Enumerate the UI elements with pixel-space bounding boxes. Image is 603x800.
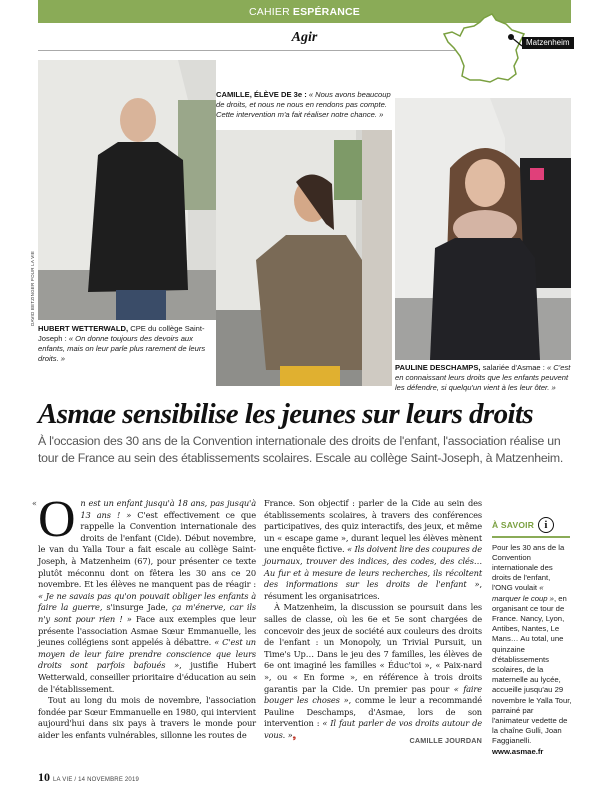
page-number: 10 <box>38 770 50 784</box>
rubric-divider <box>38 50 463 51</box>
photo-camille <box>216 130 392 386</box>
publication-date: LA VIE / 14 NOVEMBRE 2019 <box>53 777 140 783</box>
caption-role: CPE du collège Saint-Joseph : <box>38 324 205 343</box>
photo-caption-pauline <box>395 363 575 393</box>
article-standfirst: À l'occasion des 30 ans de la Convention internationale des droits de l'enfant, l'association réalise un tour de France au sein des établissements scolaires. Escale au collège Saint-Joseph, à Matzenheim. <box>38 434 564 465</box>
article-paragraph: n est un enfant jusqu'à 18 ans, pas jusqu'à 13 ans ! » C'est effectivement ce que rappelle la Convention internationale des droits de l'enfant (Cide). Début novembre, le van du Yalla Tour a fait escale au collège Saint-Joseph, à Matzenheim (67), pour présenter ce texte plutôt méconnu dont on fêtera les 30 ans ce 20 novembre. Et les élèves ne manquent pas de réagir : « Je ne savais pas qu'on pouvait obliger les enfants à faire la guerre, s'insurge Jade, ça m'énerve, car ils n'y sont pour rien ! » Face aux exemples que leur présente l'association Asmae Sœur Emmanuelle, les jeunes collégiens sont appelés à débattre. « C'est un moyen de leur faire prendre conscience que leurs droits sont parfois bafoués », justifie Hubert Wetterwald, conseiller prioritaire d'éducation au sein de l'établissement. <box>38 498 256 694</box>
sidebar-title: À SAVOIR <box>492 520 535 530</box>
sidebar-a-savoir <box>492 517 572 757</box>
article-column-2 <box>264 498 482 741</box>
photo-pauline-deschamps <box>395 98 571 360</box>
info-icon: i <box>538 517 554 533</box>
photo-credit: DAVID BETZINGER POUR LA VIE <box>30 250 35 326</box>
caption-name: PAULINE DESCHAMPS, <box>395 363 481 372</box>
caption-quote: « C'est en connaissant leurs droits que les enfants peuvent les défendre, si quelqu'un vient à les leur ôter. » <box>395 363 571 392</box>
article-paragraph: France. Son objectif : parler de la Cide au sein des établissements scolaires, à travers des conférences participatives, des quiz interactifs, des jeux, et même un « escape game », durant lequel les élèves mènent une enquête fictive. « Ils doivent lire des coupures de journaux, trouver des indices, des codes, des clés… Au fur et à mesure de leurs recherches, ils récoltent des informations sur les droits de l'enfant », résument les organisatrices. <box>264 498 482 601</box>
photo-hubert-wetterwald <box>38 60 216 320</box>
page-folio <box>38 770 139 785</box>
article-paragraph: Tout au long du mois de novembre, l'association fondée par Sœur Emmanuelle en 1980, qui intervient aujourd'hui dans six pays à travers le monde pour aider les enfants vulnérables, sillonne les routes de <box>38 695 256 740</box>
section-name: ESPÉRANCE <box>292 5 361 18</box>
author-signature: CAMILLE JOURDAN <box>409 736 482 745</box>
article-column-1 <box>32 491 256 741</box>
drop-cap: O <box>38 491 76 548</box>
rubric-title: Agir <box>291 30 318 45</box>
caption-role: salariée d'Asmae : <box>480 363 547 372</box>
caption-name: CAMILLE, ÉLÈVE DE 3e : <box>216 90 309 99</box>
article-paragraph: À Matzenheim, la discussion se poursuit dans les salles de classe, où les 6e et 5e sont chargées de concevoir des jeux de société aux couleurs des droits de l'enfant : un Monopoly, un Trivial Pursuit, un Time's Up… Dans le jeu des 7 familles, les élèves de 6e ont imaginé les familles « Éduc'toi », « Paix-nard », ou « En forme », en référence à trois droits garantis par la Cide. Un premier pas pour « faire bouger les choses », comme le leur a recommandé Pauline Deschamps, d'Asmae, lors de son intervention : « Il faut parler de vos droits autour de vous. »❟ <box>264 602 482 740</box>
end-mark-icon: ❟ <box>292 729 296 740</box>
caption-quote: « Nous avons beaucoup de droits, et nous ne nous en rendons pas compte. Cette intervention m'a fait réaliser notre chance. » <box>216 90 391 119</box>
caption-quote: « On donne toujours des devoirs aux enfants, mais on leur parle plus rarement de leurs droits. » <box>38 334 206 363</box>
photo-caption-camille <box>216 90 396 120</box>
article-headline: Asmae sensibilise les jeunes sur leurs droits <box>38 398 534 430</box>
sidebar-divider <box>492 536 570 538</box>
section-prefix: CAHIER <box>248 5 290 18</box>
sidebar-body: Pour les 30 ans de la Convention internationale des droits de l'enfant, l'ONG voulait « marquer le coup », en organisant ce tour de France. Nancy, Lyon, Antibes, Nantes, Le Mans… Au total, une quinzaine d'établissements scolaires, de la maternelle au lycée, accueille jusqu'au 29 novembre le Yalla Tour, parrainé par l'animateur vedette de la chaîne Gulli, Joan Faggianelli. www.asmae.fr <box>492 542 572 756</box>
photo-caption-hubert <box>38 324 218 364</box>
map-location-label: Matzenheim <box>522 37 574 49</box>
website-link[interactable]: www.asmae.fr <box>492 746 544 756</box>
caption-name: HUBERT WETTERWALD, <box>38 324 129 333</box>
open-quote-mark: « <box>32 499 37 508</box>
